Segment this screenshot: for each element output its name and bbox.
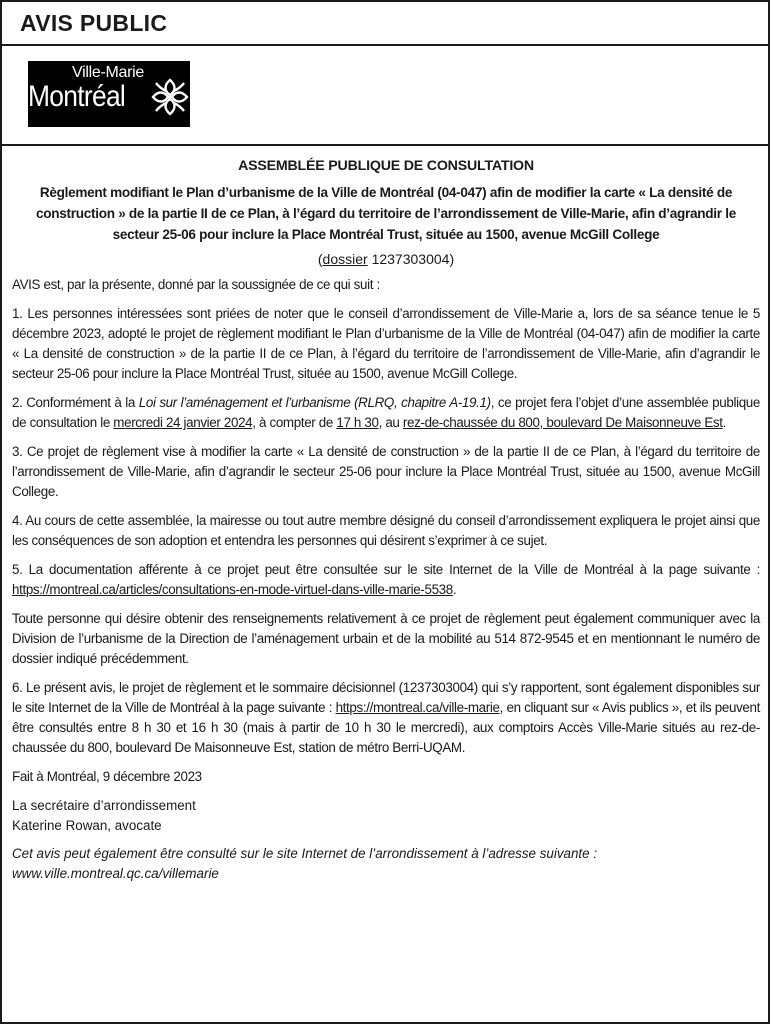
- notice-heading: ASSEMBLÉE PUBLIQUE DE CONSULTATION: [238, 158, 534, 174]
- p2-text-b: , ce projet fera l’objet d’une assemblée publique de consultation le: [12, 395, 760, 430]
- p2-text-d: , au: [378, 415, 403, 430]
- p2-text-a: 2. Conformément à la: [12, 395, 139, 410]
- dossier-open: (: [317, 251, 323, 267]
- meeting-place: rez-de-chaussée du 800, boulevard De Maisonneuve Est: [402, 415, 723, 430]
- dossier-number: [12, 249, 760, 269]
- dossier-rest: 1237303004): [367, 251, 455, 267]
- p5-text-b: .: [452, 582, 457, 597]
- dossier-label: dossier: [322, 251, 368, 267]
- signatory-title: La secrétaire d’arrondissement: [12, 798, 196, 813]
- info-paragraph: Toute personne qui désire obtenir des renseignements relativement à ce projet de règlement peut également communiquer avec la Division de l’urbanisme de la Direction de l’aménagement urbain et de la mobilité au 514 872-9545 et en mentionnant le numéro de dossier indiqué précédemment.: [12, 611, 760, 666]
- notice-type-title: AVIS PUBLIC: [20, 9, 168, 36]
- paragraph-6: [12, 678, 760, 758]
- p2-text-e: .: [722, 415, 727, 430]
- montreal-logo: [28, 61, 190, 127]
- made-at-date: Fait à Montréal, 9 décembre 2023: [12, 769, 202, 784]
- montreal-rose-icon: [150, 77, 190, 117]
- footer-note: Cet avis peut également être consulté sur le site Internet de l’arrondissement à l’adresse suivante : www.ville.montreal.qc.ca/villemarie: [12, 846, 598, 881]
- p6-text-b: , en cliquant sur « Avis publics », et ils peuvent être consultés entre 8 h 30 et 16 h 30 (mais à partir de 10 h 30 le mercredi), aux comptoirs Accès Ville-Marie situés au rez-de-chaussée du 800, boulevard De Maisonneuve Est, station de métro Berri-UQAM.: [12, 700, 760, 755]
- paragraph-5: [12, 560, 760, 600]
- notice-body: [2, 146, 768, 884]
- paragraph-3: 3. Ce projet de règlement vise à modifier la carte « La densité de construction » de la partie II de ce Plan, à l’égard du territoire de l’arrondissement de Ville-Marie, afin d’agrandir le secteur 25-06 pour inclure la Place Montréal Trust, située au 1500, avenue McGill College.: [12, 444, 760, 499]
- logo-band: [2, 46, 768, 146]
- p6-text-a: 6. Le présent avis, le projet de règlement et le sommaire décisionnel (1237303004) qui s’y rapportent, sont également disponibles sur le site Internet de la Ville de Montréal à la page suivante :: [12, 680, 760, 715]
- law-reference: Loi sur l’aménagement et l’urbanisme (RLRQ, chapitre A-19.1): [138, 395, 491, 410]
- meeting-time: 17 h 30: [336, 415, 379, 430]
- p5-text-a: 5. La documentation afférente à ce projet peut être consultée sur le site Internet de la Ville de Montréal à la page suivante :: [12, 562, 760, 577]
- paragraph-4: 4. Au cours de cette assemblée, la mairesse ou tout autre membre désigné du conseil d’arrondissement expliquera le projet ainsi que les conséquences de son adoption et entendra les personnes qui désirent s’exprimer à ce sujet.: [12, 513, 760, 548]
- signatory-name: Katerine Rowan, avocate: [12, 818, 162, 833]
- paragraph-1: 1. Les personnes intéressées sont priées de noter que le conseil d’arrondissement de Ville-Marie a, lors de sa séance tenue le 5 décembre 2023, adopté le projet de règlement modifiant le Plan d’urbanisme de la Ville de Montréal (04-047) afin de modifier la carte « La densité de construction » de la partie II de ce Plan, à l’égard du territoire de l’arrondissement de Ville-Marie, afin d’agrandir le secteur 25-06 pour inclure la Place Montréal Trust, située au 1500, avenue McGill College.: [12, 306, 760, 381]
- notice-subheading: Règlement modifiant le Plan d’urbanisme de la Ville de Montréal (04-047) afin de modifier la carte « La densité de construction » de la partie II de ce Plan, à l’égard du territoire de l’arrondissement de Ville-Marie, afin d’agrandir le secteur 25-06 pour inclure la Place Montréal Trust, située au 1500, avenue McGill College: [36, 185, 736, 242]
- ville-marie-link[interactable]: https://montreal.ca/ville-marie: [335, 700, 500, 715]
- p2-text-c: , à compter de: [252, 415, 337, 430]
- documentation-link[interactable]: https://montreal.ca/articles/consultations-en-mode-virtuel-dans-ville-marie-5538: [12, 582, 453, 597]
- meeting-date: mercredi 24 janvier 2024: [113, 415, 253, 430]
- logo-city-text: Montréal: [28, 80, 126, 113]
- intro-paragraph: AVIS est, par la présente, donné par la soussignée de ce qui suit :: [12, 277, 380, 292]
- paragraph-2: [12, 393, 760, 433]
- notice-header: [2, 2, 768, 46]
- logo-borough-text: Ville-Marie: [72, 64, 144, 81]
